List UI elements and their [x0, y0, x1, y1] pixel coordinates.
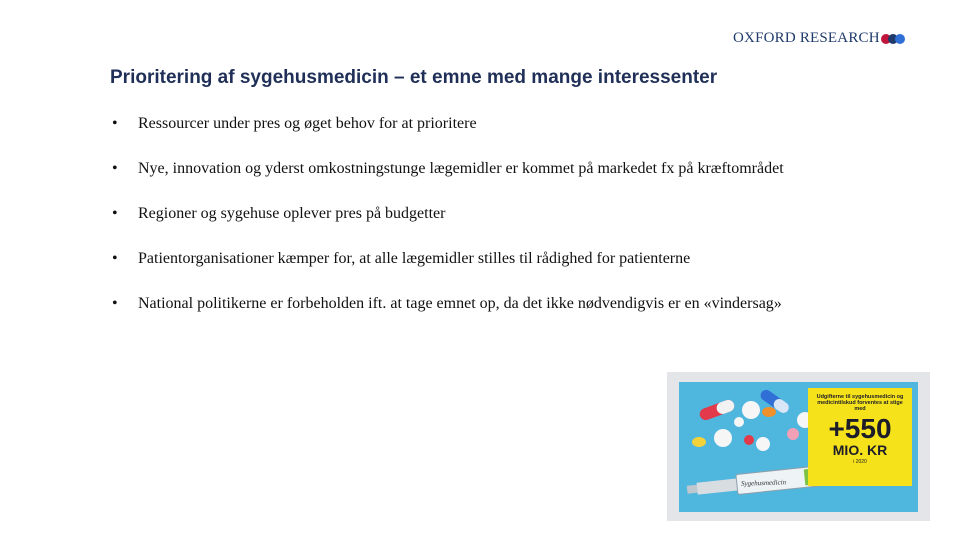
pill-red-capsule	[698, 398, 736, 422]
bullet-item	[112, 248, 832, 270]
pill-pink-round	[787, 428, 799, 440]
bullet-marker: •	[112, 295, 118, 312]
pill-orange-oval	[762, 407, 776, 417]
bullet-text: Nye, innovation og yderst omkostningstunge lægemidler er kommet på markedet fx på kræftområdet	[138, 160, 784, 177]
bullet-marker: •	[112, 160, 118, 177]
bullet-text: Patientorganisationer kæmper for, at alle lægemidler stilles til rådighed for patienterne	[138, 250, 691, 267]
pill-white-round-4	[756, 437, 770, 451]
cost-caption: Udgifterne til sygehusmedicin og medicintilskud forventes at stige med	[816, 394, 904, 412]
pill-red-round	[744, 435, 754, 445]
bullet-text: National politikerne er forbeholden ift. at tage emnet op, da det ikke nødvendigvis er en «vindersag»	[138, 295, 782, 312]
cost-unit: MIO. KR	[832, 442, 888, 458]
pill-yellow-oval	[692, 437, 706, 447]
bullet-text: Ressourcer under pres og øget behov for at prioritere	[138, 115, 477, 132]
cost-amount: +550	[828, 413, 892, 444]
syringe-label: Sygehusmedicin	[740, 478, 787, 488]
bullet-list	[112, 113, 832, 315]
logo-dot-blue	[895, 34, 905, 44]
bullet-item	[112, 113, 832, 135]
bullet-item	[112, 203, 832, 225]
pill-white-round-3	[714, 429, 732, 447]
logo-text: OXFORD RESEARCH	[733, 30, 880, 46]
bullet-text: Regioner og sygehuse oplever pres på budgetter	[138, 205, 446, 222]
oxford-research-logo	[733, 30, 905, 47]
illustration-background	[679, 382, 918, 512]
logo-dots	[884, 34, 905, 44]
bullet-marker: •	[112, 250, 118, 267]
cost-badge	[808, 388, 912, 486]
cost-year: i 2020	[853, 459, 867, 465]
medicine-illustration	[667, 372, 930, 521]
slide-title: Prioritering af sygehusmedicin – et emne med mange interessenter	[110, 67, 718, 88]
bullet-item	[112, 293, 832, 315]
bullet-marker: •	[112, 115, 118, 132]
pill-white-round	[742, 401, 760, 419]
bullet-marker: •	[112, 205, 118, 222]
bullet-item	[112, 158, 832, 180]
pill-white-small	[734, 417, 744, 427]
